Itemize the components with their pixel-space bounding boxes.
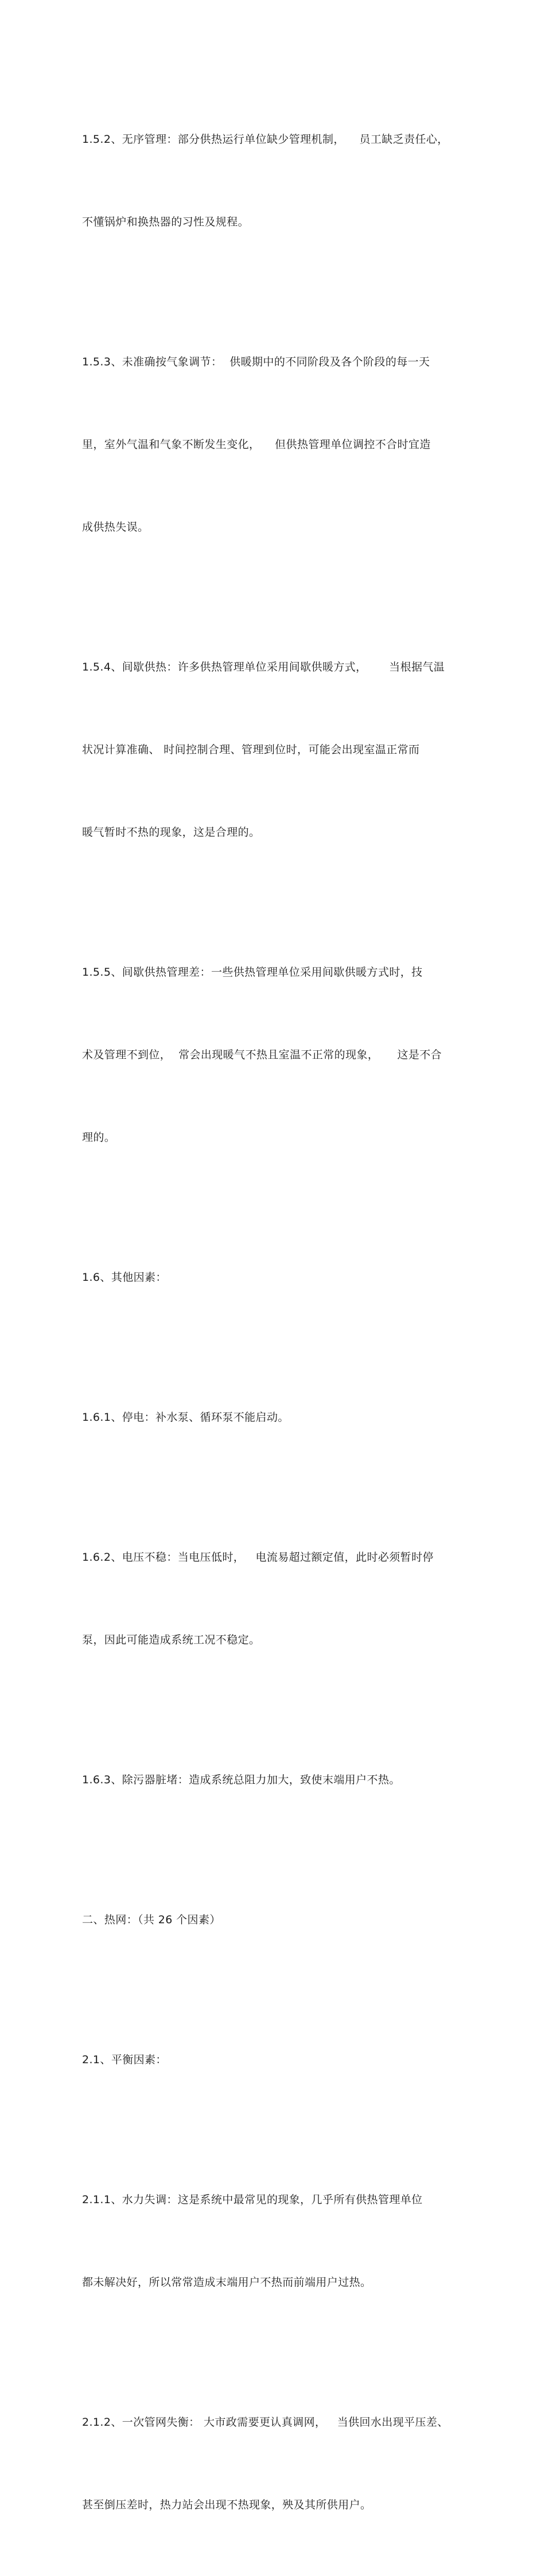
text-line: 二、热网：（共 26 个因素） [82,1914,221,1926]
text-line: 术及管理不到位， 常会出现暖气不热且室温不正常的现象， 这是不合 [82,1049,442,1061]
text-line: 都未解决好，所以常常造成末端用户不热而前端用户过热。 [82,2276,372,2289]
text-line: 1.6.1、停电：补水泵、循环泵不能启动。 [82,1411,289,1424]
text-line: 不懂锅炉和换热器的习性及规程。 [82,216,250,228]
paragraph [82,598,466,901]
text-line: 暖气暂时不热的现象，这是合理的。 [82,826,260,839]
text-line: 1.6.3、除污器脏堵：造成系统总阻力加大，致使末端用户不热。 [82,1774,400,1786]
paragraph [82,1711,466,1849]
paragraph [82,1488,466,1709]
document-body [82,71,466,2576]
text-line: 1.6、其他因素： [82,1271,167,1284]
text-line: 1.5.3、未准确按气象调节： 供暖期中的不同阶段及各个阶段的每一天 [82,356,430,368]
chapter-heading [82,1851,466,1989]
text-line: 1.5.5、间歇供热管理差：一些供热管理单位采用间歇供暖方式时，技 [82,966,423,979]
text-line: 泵，因此可能造成系统工况不稳定。 [82,1634,260,1646]
text-line: 2.1.1、水力失调：这是系统中最常见的现象，几乎所有供热管理单位 [82,2193,423,2206]
paragraph [82,2131,466,2351]
text-line: 2.1、平衡因素： [82,2053,167,2066]
paragraph [82,293,466,596]
paragraph [82,71,466,291]
text-line: 状况计算准确、 时间控制合理、管理到位时，可能会出现室温正常而 [82,743,420,756]
paragraph [82,903,466,1206]
text-line: 理的。 [82,1131,116,1144]
paragraph [82,1349,466,1486]
section-heading [82,1209,466,1346]
text-line: 2.1.2、一次管网失衡： 大市政需要更认真调网， 当供回水出现平压差、 [82,2416,449,2429]
text-line: 1.5.4、间歇供热：许多供热管理单位采用间歇供暖方式， 当根据气温 [82,661,445,673]
text-line: 里，室外气温和气象不断发生变化， 但供热管理单位调控不合时宜造 [82,438,431,451]
text-line: 1.6.2、电压不稳：当电压低时， 电流易超过额定值，此时必须暂时停 [82,1551,434,1564]
text-line: 甚至倒压差时，热力站会出现不热现象，殃及其所供用户。 [82,2499,372,2511]
paragraph [82,2353,466,2574]
text-line: 1.5.2、无序管理：部分供热运行单位缺少管理机制， 员工缺乏责任心， [82,133,449,146]
text-line: 成供热失误。 [82,521,149,533]
section-heading [82,1991,466,2129]
